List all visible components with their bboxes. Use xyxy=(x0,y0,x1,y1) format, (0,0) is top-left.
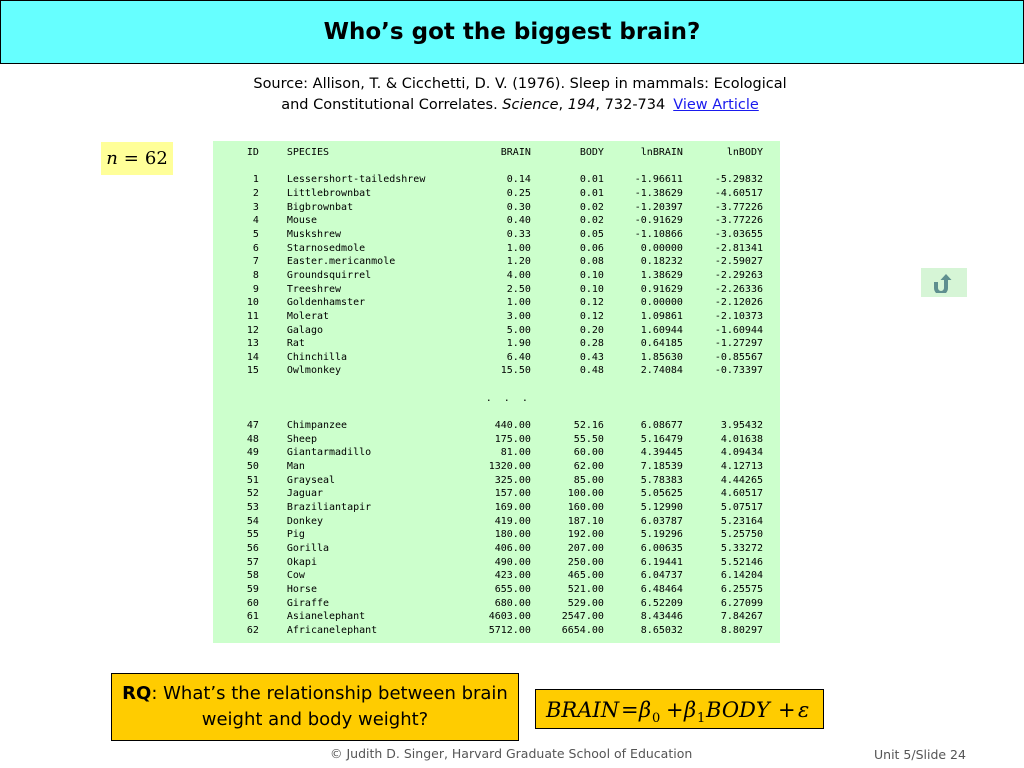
source-line-1: Source: Allison, T. & Cicchetti, D. V. (1976). Sleep in mammals: Ecological xyxy=(253,76,787,92)
cell-brain: 0.25 xyxy=(506,187,531,199)
cell-body: 0.28 xyxy=(579,338,604,350)
cell-brain: 0.30 xyxy=(506,201,531,213)
cell-brain: 3.00 xyxy=(506,310,531,322)
cell-brain: 0.40 xyxy=(506,215,531,227)
cell-body: 6654.00 xyxy=(561,624,604,636)
cell-id: 54 xyxy=(246,515,259,527)
cell-lnbody: -1.60944 xyxy=(714,324,763,336)
cell-species: Grayseal xyxy=(286,474,336,486)
cell-lnbody: -2.12026 xyxy=(714,297,763,309)
footer-credit: © Judith D. Singer, Harvard Graduate School of Education xyxy=(330,746,693,761)
cell-brain: 1320.00 xyxy=(488,461,531,473)
cell-lnbody: -0.85567 xyxy=(714,351,763,363)
cell-species: Giantarmadillo xyxy=(286,447,372,459)
table-spacer-row xyxy=(243,405,763,419)
cell-body: 250.00 xyxy=(567,556,604,568)
cell-lnbody: 3.95432 xyxy=(720,420,763,432)
cell-lnbrain: -0.91629 xyxy=(634,215,683,227)
cell-id: 47 xyxy=(246,420,259,432)
cell-lnbrain: 5.78383 xyxy=(640,474,683,486)
cell-lnbrain: 7.18539 xyxy=(640,461,683,473)
cell-lnbrain: -1.10866 xyxy=(634,228,683,240)
cell-id: 5 xyxy=(252,228,259,240)
cell-species: Owlmonkey xyxy=(286,365,342,377)
table-row xyxy=(243,569,763,583)
cell-id: 50 xyxy=(246,461,259,473)
cell-species: Treeshrew xyxy=(286,283,342,295)
cell-brain: 169.00 xyxy=(494,502,531,514)
rq-label: RQ xyxy=(122,683,152,704)
cell-species: Bigbrownbat xyxy=(286,201,354,213)
cell-brain: 180.00 xyxy=(494,529,531,541)
cell-lnbody: 4.01638 xyxy=(720,433,763,445)
cell-brain: 680.00 xyxy=(494,597,531,609)
cell-lnbody: 8.80297 xyxy=(720,624,763,636)
table-row xyxy=(243,597,763,611)
cell-lnbody: 5.52146 xyxy=(720,556,763,568)
cell-species: Galago xyxy=(286,324,323,336)
table-ellipsis: . . . xyxy=(485,392,531,404)
table-spacer-cell xyxy=(243,378,763,392)
footer-slide-number: Unit 5/Slide 24 xyxy=(874,747,966,762)
cell-id: 12 xyxy=(246,324,259,336)
cell-brain: 440.00 xyxy=(494,420,531,432)
formula-plus1: + xyxy=(665,698,684,722)
header-lnbrain: lnBRAIN xyxy=(640,147,683,158)
cell-body: 0.05 xyxy=(579,228,604,240)
cell-id: 55 xyxy=(246,529,259,541)
cell-lnbrain: -1.20397 xyxy=(634,201,683,213)
data-table xyxy=(243,146,763,638)
cell-id: 4 xyxy=(252,215,259,227)
cell-species: Sheep xyxy=(286,433,317,445)
cell-species: Braziliantapir xyxy=(286,502,372,514)
cell-lnbrain: 6.48464 xyxy=(640,583,683,595)
cell-body: 100.00 xyxy=(567,488,604,500)
cell-species: Gorilla xyxy=(286,542,330,554)
cell-id: 13 xyxy=(246,338,259,350)
data-table-panel xyxy=(213,141,780,643)
cell-brain: 419.00 xyxy=(494,515,531,527)
table-spacer-cell xyxy=(243,405,763,419)
cell-lnbrain: 5.12990 xyxy=(640,502,683,514)
cell-brain: 655.00 xyxy=(494,583,531,595)
formula-equals: = xyxy=(620,698,639,722)
table-row xyxy=(243,542,763,556)
formula-sub1: 1 xyxy=(696,711,705,726)
view-article-link[interactable]: View Article xyxy=(673,97,759,113)
cell-id: 51 xyxy=(246,474,259,486)
cell-id: 10 xyxy=(246,297,259,309)
cell-species: Giraffe xyxy=(286,597,330,609)
cell-id: 15 xyxy=(246,365,259,377)
cell-brain: 6.40 xyxy=(506,351,531,363)
cell-species: Africanelephant xyxy=(286,624,378,636)
table-row xyxy=(243,324,763,338)
table-row xyxy=(243,610,763,624)
cell-lnbody: 7.84267 xyxy=(720,611,763,623)
cell-species: Jaguar xyxy=(286,488,323,500)
cell-lnbrain: -1.38629 xyxy=(634,187,683,199)
table-row xyxy=(243,214,763,228)
cell-lnbody: -2.10373 xyxy=(714,310,763,322)
formula-lhs: BRAIN xyxy=(545,698,619,722)
cell-body: 207.00 xyxy=(567,542,604,554)
cell-lnbody: 6.27099 xyxy=(720,597,763,609)
table-row xyxy=(243,460,763,474)
cell-lnbody: 6.14204 xyxy=(720,570,763,582)
cell-species: Littlebrownbat xyxy=(286,187,372,199)
cell-body: 0.12 xyxy=(579,297,604,309)
regression-formula xyxy=(540,691,820,727)
cell-lnbrain: 6.19441 xyxy=(640,556,683,568)
cell-species: Easter.mericanmole xyxy=(286,256,396,268)
cell-id: 57 xyxy=(246,556,259,568)
header-id: ID xyxy=(246,147,259,158)
cell-species: Molerat xyxy=(286,310,330,322)
header-body: BODY xyxy=(579,147,604,158)
table-row xyxy=(243,269,763,283)
cell-brain: 325.00 xyxy=(494,474,531,486)
cell-brain: 15.50 xyxy=(500,365,531,377)
cell-body: 52.16 xyxy=(573,420,604,432)
cell-lnbody: 5.25750 xyxy=(720,529,763,541)
cell-brain: 1.90 xyxy=(506,338,531,350)
cell-id: 48 xyxy=(246,433,259,445)
cell-body: 85.00 xyxy=(573,474,604,486)
cell-id: 11 xyxy=(246,310,259,322)
cell-body: 0.43 xyxy=(579,351,604,363)
sample-size-box xyxy=(101,142,173,175)
cell-lnbrain: 6.04737 xyxy=(640,570,683,582)
cell-lnbody: -2.29263 xyxy=(714,269,763,281)
n-variable: n xyxy=(106,148,118,169)
source-pages: , 732-734 xyxy=(595,97,666,113)
cell-lnbrain: 8.43446 xyxy=(640,611,683,623)
formula-beta1: β xyxy=(683,698,696,722)
table-spacer-row xyxy=(243,160,763,174)
cell-lnbrain: 0.00000 xyxy=(640,297,683,309)
cell-brain: 1.20 xyxy=(506,256,531,268)
table-row xyxy=(243,528,763,542)
cell-lnbody: 5.33272 xyxy=(720,542,763,554)
research-question-text xyxy=(112,681,518,733)
table-body xyxy=(243,160,763,638)
cell-body: 0.02 xyxy=(579,201,604,213)
cell-id: 58 xyxy=(246,570,259,582)
cell-lnbrain: 1.38629 xyxy=(640,269,683,281)
cell-body: 0.10 xyxy=(579,283,604,295)
n-value: 62 xyxy=(144,148,168,169)
cell-lnbrain: 0.00000 xyxy=(640,242,683,254)
cell-lnbody: 4.44265 xyxy=(720,474,763,486)
table-row xyxy=(243,364,763,378)
formula-beta0: β xyxy=(638,698,651,722)
cell-lnbrain: 4.39445 xyxy=(640,447,683,459)
formula-epsilon: ε xyxy=(797,698,809,722)
cell-species: Pig xyxy=(286,529,305,541)
table-row xyxy=(243,556,763,570)
cell-lnbrain: 6.08677 xyxy=(640,420,683,432)
cell-brain: 0.33 xyxy=(506,228,531,240)
header-species: SPECIES xyxy=(286,147,330,158)
cell-body: 187.10 xyxy=(567,515,604,527)
cell-brain: 5712.00 xyxy=(488,624,531,636)
cell-lnbrain: 8.65032 xyxy=(640,624,683,636)
cell-species: Starnosedmole xyxy=(286,242,366,254)
cell-species: Goldenhamster xyxy=(286,297,366,309)
cell-brain: 4603.00 xyxy=(488,611,531,623)
cell-body: 62.00 xyxy=(573,461,604,473)
table-spacer-row xyxy=(243,378,763,392)
cell-species: Okapi xyxy=(286,556,317,568)
n-equals: = xyxy=(123,148,139,169)
table-row xyxy=(243,337,763,351)
cell-body: 0.10 xyxy=(579,269,604,281)
cell-lnbrain: 5.16479 xyxy=(640,433,683,445)
cell-lnbrain: 5.05625 xyxy=(640,488,683,500)
cell-id: 3 xyxy=(252,201,259,213)
cell-id: 9 xyxy=(252,283,259,295)
cell-lnbrain: 1.85630 xyxy=(640,351,683,363)
u-turn-arrow-icon xyxy=(932,273,956,293)
cell-lnbody: 4.09434 xyxy=(720,447,763,459)
cell-lnbody: -5.29832 xyxy=(714,174,763,186)
formula-plus2: + xyxy=(777,698,796,722)
cell-id: 53 xyxy=(246,502,259,514)
source-volume: 194 xyxy=(567,97,596,113)
cell-lnbody: 4.60517 xyxy=(720,488,763,500)
cell-brain: 1.00 xyxy=(506,242,531,254)
cell-id: 14 xyxy=(246,351,259,363)
cell-body: 0.02 xyxy=(579,215,604,227)
cell-species: Rat xyxy=(286,338,305,350)
cell-species: Cow xyxy=(286,570,305,582)
table-spacer-cell xyxy=(243,160,763,174)
cell-species: Donkey xyxy=(286,515,323,527)
cell-body: 0.08 xyxy=(579,256,604,268)
cell-brain: 175.00 xyxy=(494,433,531,445)
cell-lnbody: -1.27297 xyxy=(714,338,763,350)
cell-species: Asianelephant xyxy=(286,611,366,623)
table-header-row xyxy=(243,146,763,160)
table-row xyxy=(243,351,763,365)
cell-species: Lessershort-tailedshrew xyxy=(286,174,426,186)
cell-lnbrain: 1.60944 xyxy=(640,324,683,336)
cell-body: 465.00 xyxy=(567,570,604,582)
cell-brain: 423.00 xyxy=(494,570,531,582)
cell-body: 192.00 xyxy=(567,529,604,541)
table-row xyxy=(243,242,763,256)
cell-lnbody: 6.25575 xyxy=(720,583,763,595)
table-row xyxy=(243,515,763,529)
table-row xyxy=(243,419,763,433)
table-ellipsis-row xyxy=(243,392,763,406)
cell-id: 61 xyxy=(246,611,259,623)
formula-sub0: 0 xyxy=(651,711,660,726)
table-row xyxy=(243,433,763,447)
cell-id: 7 xyxy=(252,256,259,268)
cell-lnbody: -0.73397 xyxy=(714,365,763,377)
cell-lnbrain: 0.91629 xyxy=(640,283,683,295)
cell-lnbrain: 5.19296 xyxy=(640,529,683,541)
cell-lnbrain: 1.09861 xyxy=(640,310,683,322)
source-line-2 xyxy=(200,95,840,116)
cell-id: 49 xyxy=(246,447,259,459)
cell-brain: 81.00 xyxy=(500,447,531,459)
cell-id: 2 xyxy=(252,187,259,199)
cell-species: Muskshrew xyxy=(286,228,342,240)
cell-brain: 406.00 xyxy=(494,542,531,554)
cell-body: 0.12 xyxy=(579,310,604,322)
cell-id: 8 xyxy=(252,269,259,281)
cell-body: 0.20 xyxy=(579,324,604,336)
source-citation xyxy=(200,74,840,116)
cell-body: 0.01 xyxy=(579,174,604,186)
cell-body: 0.01 xyxy=(579,187,604,199)
cell-body: 55.50 xyxy=(573,433,604,445)
cell-brain: 5.00 xyxy=(506,324,531,336)
cell-lnbrain: 2.74084 xyxy=(640,365,683,377)
cell-lnbody: 5.07517 xyxy=(720,502,763,514)
table-row xyxy=(243,624,763,638)
table-row xyxy=(243,228,763,242)
cell-lnbody: -4.60517 xyxy=(714,187,763,199)
cell-lnbody: -2.59027 xyxy=(714,256,763,268)
cell-lnbrain: 0.64185 xyxy=(640,338,683,350)
source-line-2-text: and Constitutional Correlates. xyxy=(281,97,503,113)
cell-body: 529.00 xyxy=(567,597,604,609)
header-lnbody: lnBODY xyxy=(726,147,763,158)
regression-formula-box xyxy=(535,689,824,729)
return-button[interactable] xyxy=(921,268,967,297)
title-bar xyxy=(0,0,1024,64)
cell-species: Man xyxy=(286,461,305,473)
cell-brain: 2.50 xyxy=(506,283,531,295)
table-row xyxy=(243,283,763,297)
cell-id: 59 xyxy=(246,583,259,595)
cell-id: 1 xyxy=(252,174,259,186)
cell-lnbody: -3.77226 xyxy=(714,215,763,227)
cell-lnbrain: -1.96611 xyxy=(634,174,683,186)
table-row xyxy=(243,296,763,310)
table-row xyxy=(243,310,763,324)
table-row xyxy=(243,501,763,515)
header-brain: BRAIN xyxy=(500,147,531,158)
cell-brain: 4.00 xyxy=(506,269,531,281)
cell-lnbody: -3.77226 xyxy=(714,201,763,213)
cell-body: 60.00 xyxy=(573,447,604,459)
table-row xyxy=(243,446,763,460)
cell-brain: 490.00 xyxy=(494,556,531,568)
formula-body: BODY xyxy=(705,698,770,722)
cell-lnbrain: 0.18232 xyxy=(640,256,683,268)
cell-brain: 157.00 xyxy=(494,488,531,500)
cell-lnbody: -2.26336 xyxy=(714,283,763,295)
table-row xyxy=(243,201,763,215)
cell-species: Horse xyxy=(286,583,317,595)
cell-body: 160.00 xyxy=(567,502,604,514)
cell-species: Mouse xyxy=(286,215,317,227)
cell-species: Groundsquirrel xyxy=(286,269,372,281)
cell-body: 0.48 xyxy=(579,365,604,377)
slide-title: Who’s got the biggest brain? xyxy=(323,19,701,45)
cell-brain: 1.00 xyxy=(506,297,531,309)
source-journal: Science xyxy=(502,97,559,113)
cell-id: 52 xyxy=(246,488,259,500)
cell-brain: 0.14 xyxy=(506,174,531,186)
cell-body: 0.06 xyxy=(579,242,604,254)
cell-body: 521.00 xyxy=(567,583,604,595)
table-ellipsis-pad xyxy=(531,392,763,406)
cell-id: 56 xyxy=(246,542,259,554)
cell-body: 2547.00 xyxy=(561,611,604,623)
cell-lnbrain: 6.52209 xyxy=(640,597,683,609)
table-row xyxy=(243,583,763,597)
cell-species: Chimpanzee xyxy=(286,420,348,432)
cell-lnbody: -3.03655 xyxy=(714,228,763,240)
source-sep: , xyxy=(558,97,568,113)
cell-id: 60 xyxy=(246,597,259,609)
research-question-box xyxy=(111,673,519,741)
table-row xyxy=(243,187,763,201)
cell-species: Chinchilla xyxy=(286,351,348,363)
cell-lnbody: 4.12713 xyxy=(720,461,763,473)
cell-lnbrain: 6.03787 xyxy=(640,515,683,527)
cell-lnbody: -2.81341 xyxy=(714,242,763,254)
table-row xyxy=(243,255,763,269)
rq-text: : What’s the relationship between brain weight and body weight? xyxy=(151,683,508,730)
table-row xyxy=(243,487,763,501)
table-row xyxy=(243,474,763,488)
table-row xyxy=(243,173,763,187)
cell-id: 6 xyxy=(252,242,259,254)
cell-id: 62 xyxy=(246,624,259,636)
cell-lnbrain: 6.00635 xyxy=(640,542,683,554)
cell-lnbody: 5.23164 xyxy=(720,515,763,527)
